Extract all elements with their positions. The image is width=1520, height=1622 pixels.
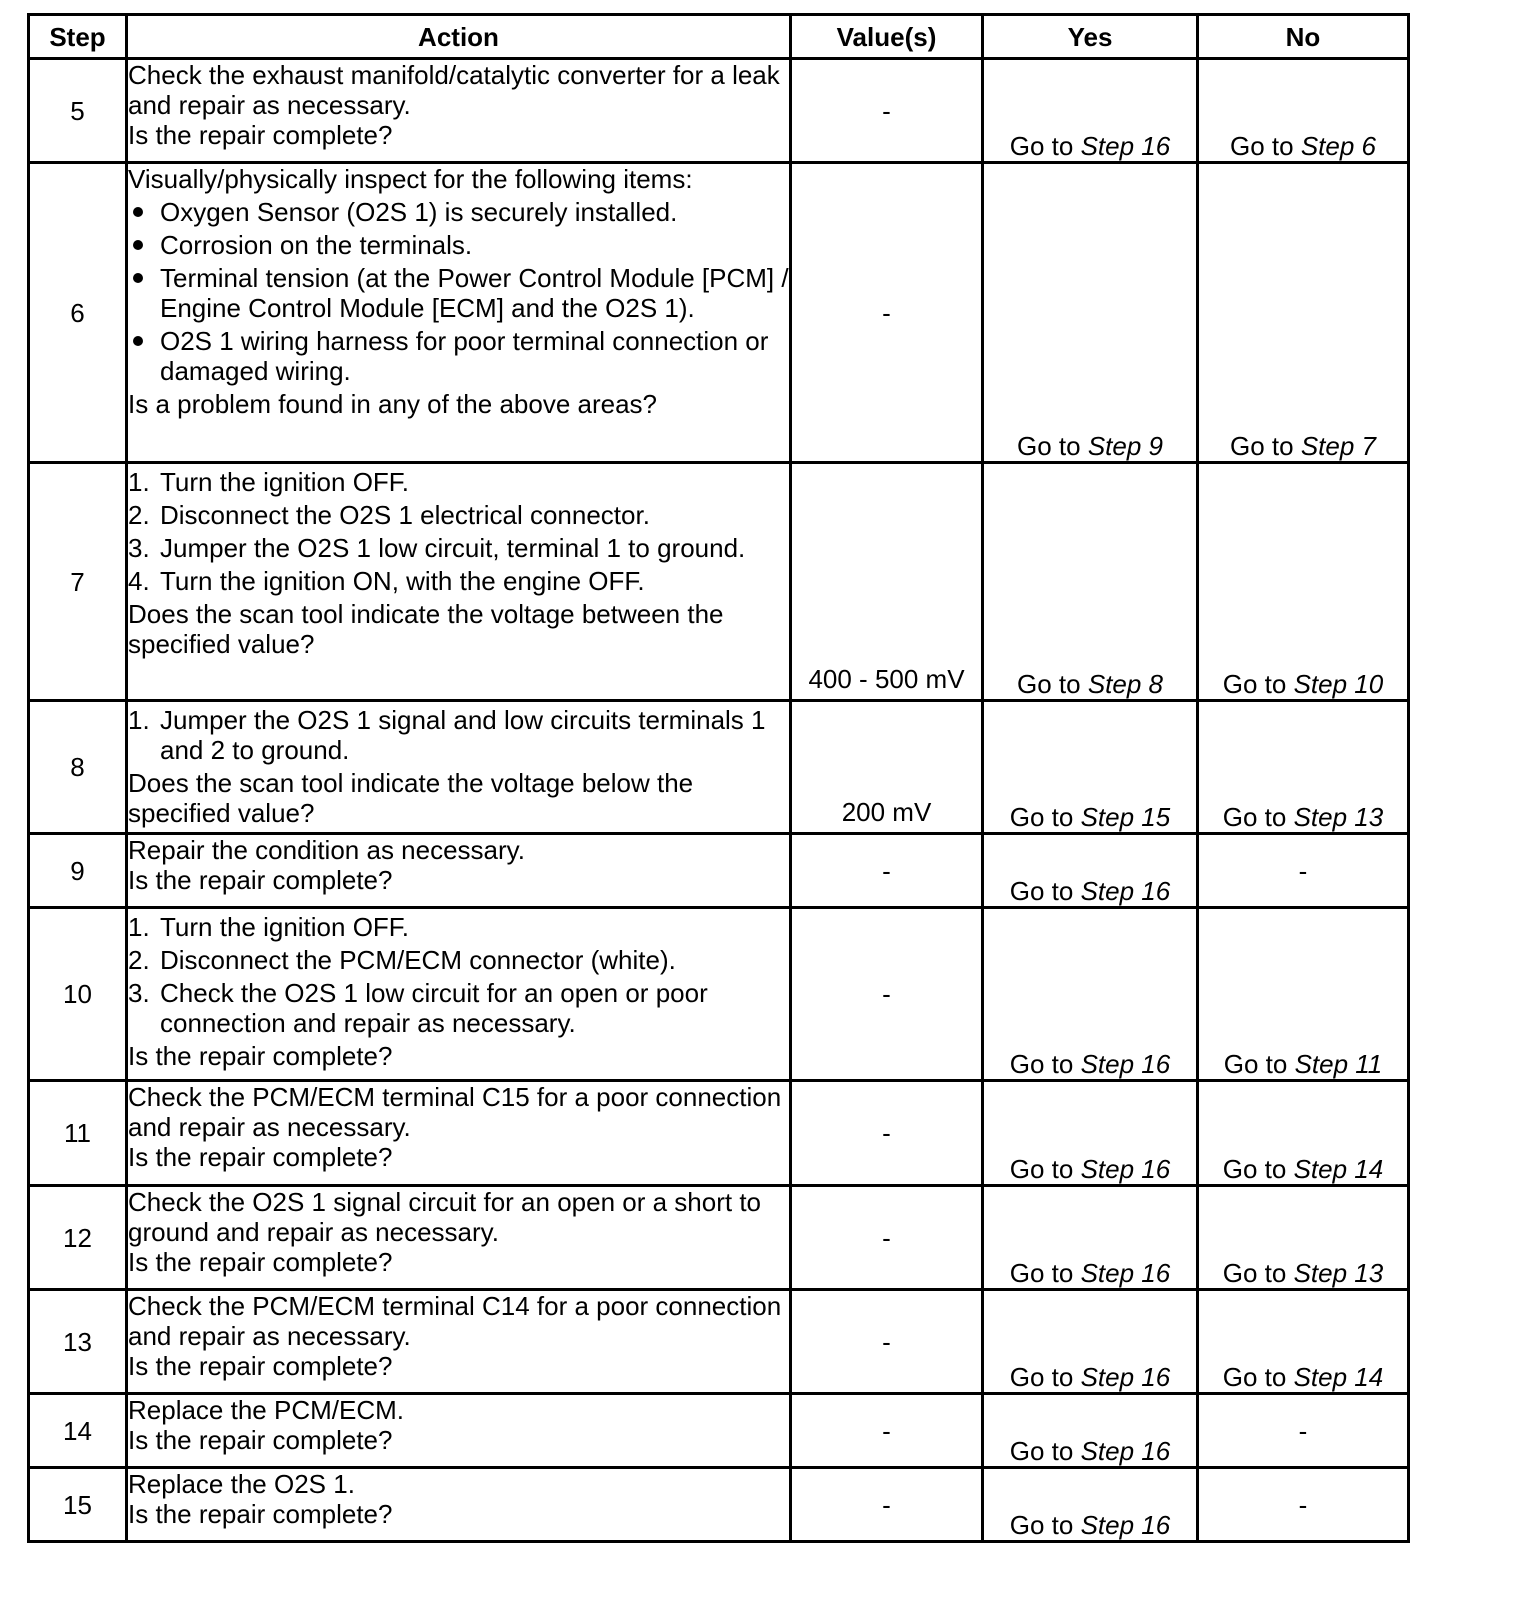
action-cell [127,463,791,701]
action-cell [127,1290,791,1394]
yes-step-ref: Step 16 [1080,131,1171,161]
item-number: 4. [128,566,150,596]
step-number: 5 [29,59,127,163]
goto-prefix: Go to [1222,1258,1287,1288]
table-row [29,1394,1409,1468]
numbered-list [128,705,789,765]
no-step-ref: Step 11 [1294,1049,1383,1079]
diagnostic-table [27,13,1410,1543]
item-text: Jumper the O2S 1 signal and low circuits terminals 1 and 2 to ground. [160,705,766,765]
goto-prefix: Go to [1222,1154,1287,1184]
value-cell: - [791,834,983,908]
goto-prefix: Go to [1017,431,1081,461]
numbered-item [128,500,789,530]
table-row [29,834,1409,908]
yes-cell [983,908,1198,1081]
bullet-item: Terminal tension (at the Power Control Module [PCM] / Engine Control Module [ECM] and the O2S 1). [128,263,789,323]
step-number: 12 [29,1186,127,1290]
numbered-item [128,978,789,1038]
header-yes: Yes [983,15,1198,59]
action-cell [127,1394,791,1468]
numbered-item [128,705,789,765]
goto-prefix: Go to [1223,1049,1288,1079]
table-row [29,1081,1409,1186]
action-question: Does the scan tool indicate the voltage between the specified value? [128,599,724,659]
item-text: Turn the ignition ON, with the engine OFF. [160,566,645,596]
value-cell: 400 - 500 mV [791,463,983,701]
goto-prefix: Go to [1222,802,1287,832]
no-cell [1198,1290,1409,1394]
step-number: 14 [29,1394,127,1468]
numbered-item [128,566,789,596]
goto-prefix: Go to [1009,1049,1074,1079]
no-step-ref: Step 13 [1293,1258,1384,1288]
numbered-item [128,467,789,497]
no-cell: - [1198,834,1409,908]
no-cell [1198,1186,1409,1290]
item-number: 3. [128,978,150,1008]
item-text: Disconnect the O2S 1 electrical connector. [160,500,650,530]
item-number: 1. [128,467,150,497]
value-cell: - [791,1186,983,1290]
no-step-ref: Step 7 [1300,431,1376,461]
no-cell [1198,701,1409,834]
value-cell: 200 mV [791,701,983,834]
no-cell: - [1198,1468,1409,1542]
step-number: 10 [29,908,127,1081]
yes-cell [983,1468,1198,1542]
action-cell [127,1468,791,1542]
step-number: 15 [29,1468,127,1542]
step-number: 6 [29,163,127,463]
goto-prefix: Go to [1009,1258,1074,1288]
goto-prefix: Go to [1009,1362,1074,1392]
numbered-item [128,533,789,563]
item-text: Disconnect the PCM/ECM connector (white). [160,945,676,975]
action-cell [127,834,791,908]
action-question: Is the repair complete? [128,120,393,150]
action-question: Is the repair complete? [128,865,393,895]
numbered-list [128,912,789,1038]
table-row [29,1468,1409,1542]
table-row [29,701,1409,834]
yes-step-ref: Step 16 [1080,1258,1171,1288]
bullet-item: O2S 1 wiring harness for poor terminal connection or damaged wiring. [128,326,789,386]
action-text: Visually/physically inspect for the following items: [128,164,693,194]
no-cell [1198,163,1409,463]
yes-cell [983,1290,1198,1394]
action-cell [127,1186,791,1290]
item-number: 3. [128,533,150,563]
numbered-list [128,467,789,596]
no-cell [1198,59,1409,163]
yes-step-ref: Step 9 [1087,431,1163,461]
header-no: No [1198,15,1409,59]
header-values: Value(s) [791,15,983,59]
action-question: Is the repair complete? [128,1351,393,1381]
yes-cell [983,834,1198,908]
table-row [29,463,1409,701]
numbered-item [128,945,789,975]
item-number: 1. [128,912,150,942]
step-number: 7 [29,463,127,701]
item-number: 1. [128,705,150,735]
value-cell: - [791,908,983,1081]
goto-prefix: Go to [1009,1154,1074,1184]
no-cell [1198,463,1409,701]
table-row [29,59,1409,163]
header-step: Step [29,15,127,59]
action-cell [127,59,791,163]
action-text: Check the O2S 1 signal circuit for an open or a short to ground and repair as necessary. [128,1187,762,1247]
no-step-ref: Step 14 [1293,1362,1384,1392]
action-question: Is the repair complete? [128,1425,393,1455]
no-cell [1198,908,1409,1081]
goto-prefix: Go to [1222,669,1287,699]
yes-cell [983,59,1198,163]
goto-prefix: Go to [1230,131,1294,161]
bullet-item: Corrosion on the terminals. [128,230,789,260]
value-cell: - [791,1081,983,1186]
yes-step-ref: Step 16 [1080,876,1171,906]
goto-prefix: Go to [1017,669,1081,699]
bullet-item: Oxygen Sensor (O2S 1) is securely installed. [128,197,789,227]
item-text: Check the O2S 1 low circuit for an open or poor connection and repair as necessary. [160,978,708,1038]
goto-prefix: Go to [1230,431,1294,461]
step-number: 9 [29,834,127,908]
value-cell: - [791,1290,983,1394]
yes-step-ref: Step 16 [1080,1510,1171,1540]
item-text: Jumper the O2S 1 low circuit, terminal 1 to ground. [160,533,746,563]
goto-prefix: Go to [1009,131,1074,161]
action-text: Check the PCM/ECM terminal C15 for a poor connection and repair as necessary. [128,1082,782,1142]
yes-step-ref: Step 8 [1087,669,1163,699]
yes-step-ref: Step 16 [1080,1436,1171,1466]
no-step-ref: Step 14 [1293,1154,1384,1184]
action-cell [127,908,791,1081]
goto-prefix: Go to [1009,1436,1074,1466]
numbered-item [128,912,789,942]
table-row [29,1186,1409,1290]
action-text: Check the PCM/ECM terminal C14 for a poor connection and repair as necessary. [128,1291,782,1351]
action-question: Is the repair complete? [128,1247,393,1277]
step-number: 11 [29,1081,127,1186]
action-question: Is the repair complete? [128,1499,393,1529]
goto-prefix: Go to [1222,1362,1287,1392]
action-text: Repair the condition as necessary. [128,835,525,865]
goto-prefix: Go to [1009,802,1074,832]
no-cell [1198,1081,1409,1186]
value-cell: - [791,1468,983,1542]
action-cell [127,1081,791,1186]
item-text: Turn the ignition OFF. [160,912,410,942]
goto-prefix: Go to [1009,1510,1074,1540]
table-row [29,163,1409,463]
table-row [29,908,1409,1081]
header-action: Action [127,15,791,59]
bullet-list [128,197,789,386]
yes-cell [983,1394,1198,1468]
no-step-ref: Step 6 [1300,131,1376,161]
value-cell: - [791,163,983,463]
yes-cell [983,1081,1198,1186]
action-question: Is a problem found in any of the above areas? [128,389,658,419]
yes-step-ref: Step 16 [1080,1154,1171,1184]
item-text: Turn the ignition OFF. [160,467,410,497]
action-cell [127,701,791,834]
action-question: Is the repair complete? [128,1142,393,1172]
value-cell: - [791,59,983,163]
value-cell: - [791,1394,983,1468]
yes-cell [983,163,1198,463]
no-step-ref: Step 13 [1293,802,1384,832]
step-number: 8 [29,701,127,834]
item-number: 2. [128,500,150,530]
yes-cell [983,463,1198,701]
yes-step-ref: Step 15 [1080,802,1171,832]
item-number: 2. [128,945,150,975]
yes-cell [983,1186,1198,1290]
yes-cell [983,701,1198,834]
step-number: 13 [29,1290,127,1394]
no-cell: - [1198,1394,1409,1468]
action-text: Check the exhaust manifold/catalytic converter for a leak and repair as necessary. [128,60,780,120]
action-cell [127,163,791,463]
goto-prefix: Go to [1009,876,1074,906]
action-question: Does the scan tool indicate the voltage below the specified value? [128,768,694,828]
table-row [29,1290,1409,1394]
no-step-ref: Step 10 [1293,669,1384,699]
action-text: Replace the PCM/ECM. [128,1395,404,1425]
header-row [29,15,1409,59]
action-question: Is the repair complete? [128,1041,393,1071]
yes-step-ref: Step 16 [1080,1362,1171,1392]
yes-step-ref: Step 16 [1080,1049,1171,1079]
action-text: Replace the O2S 1. [128,1469,355,1499]
